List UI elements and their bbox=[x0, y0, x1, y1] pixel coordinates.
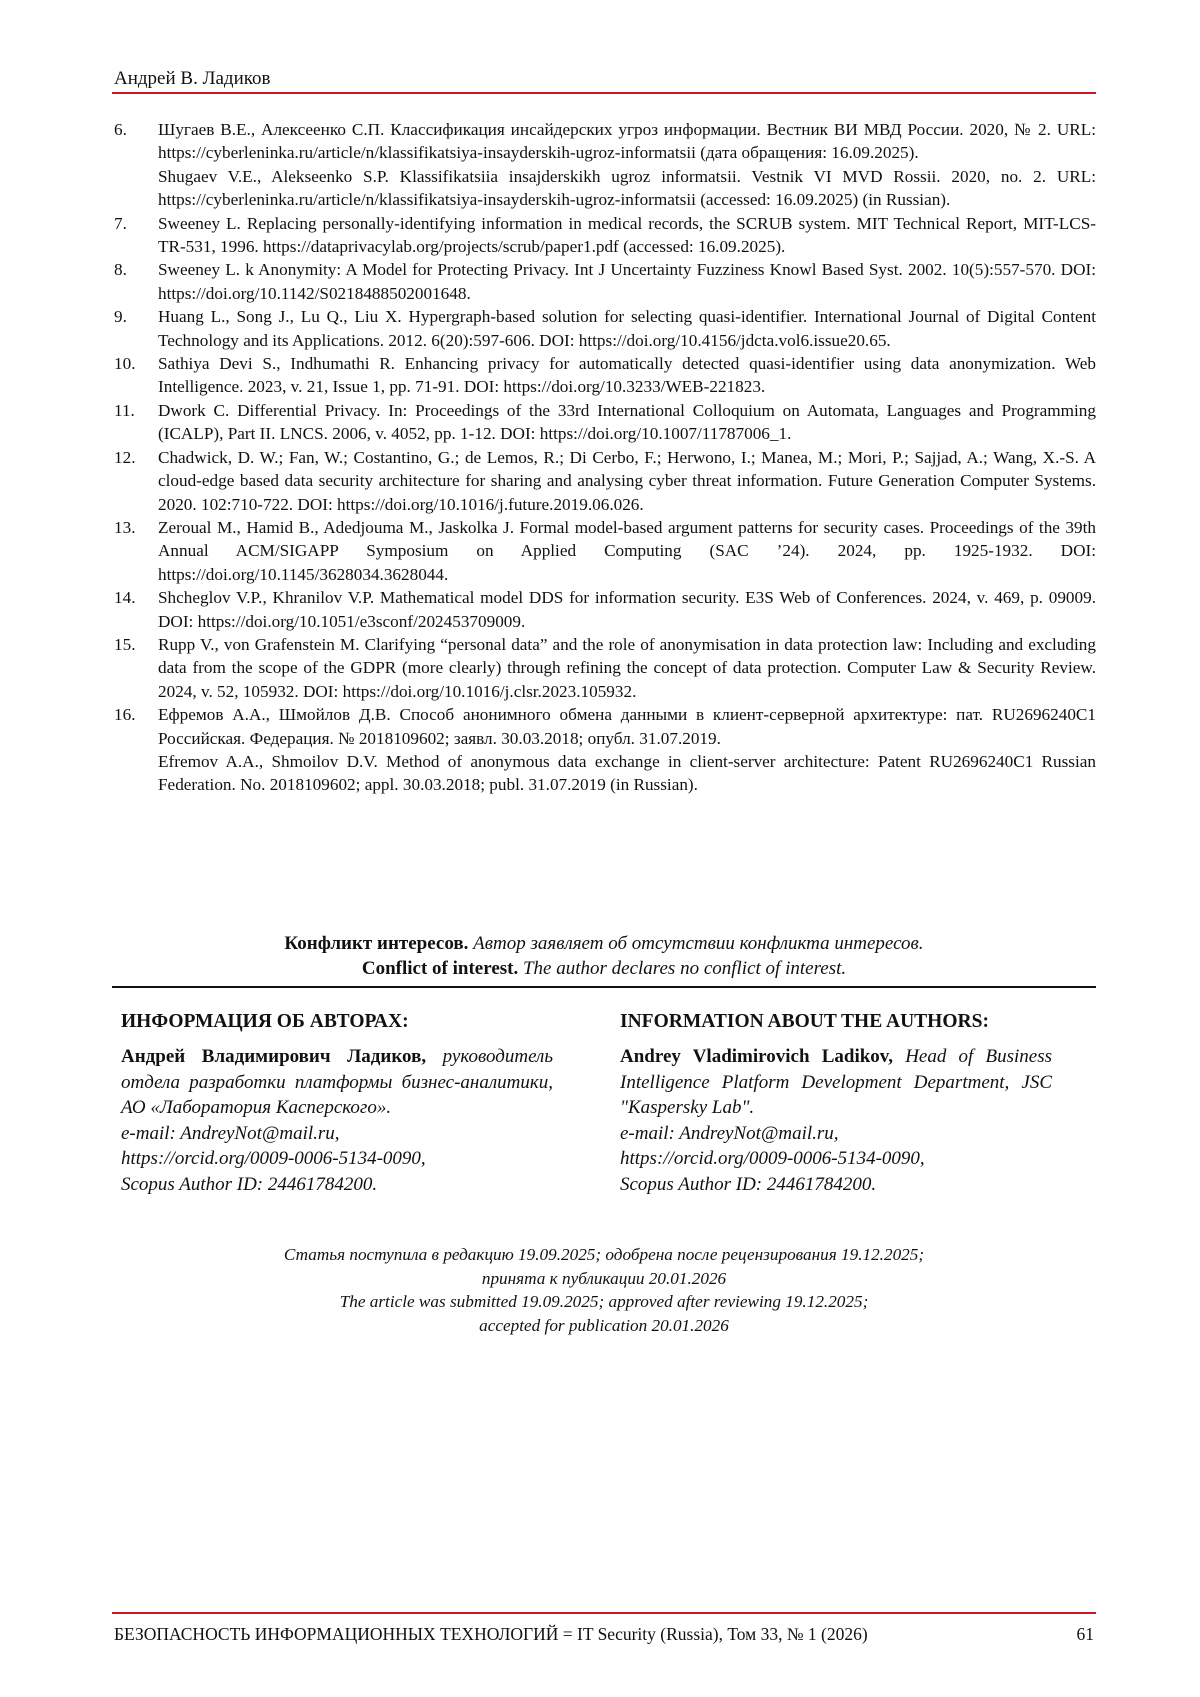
reference-item bbox=[114, 399, 1096, 446]
reference-text bbox=[158, 586, 1096, 633]
dates-en-line-1: The article was submitted 19.09.2025; approved after reviewing 19.12.2025; bbox=[339, 1292, 869, 1311]
author-name-en: Andrey Vladimirovich Ladikov, bbox=[620, 1046, 894, 1067]
author-name-ru: Андрей Владимирович Ладиков, bbox=[121, 1046, 427, 1067]
reference-line: Sathiya Devi S., Indhumathi R. Enhancing privacy for automatically detected quasi-identifier using data anonymization. Web Intelligence. 2023, v. 21, Issue 1, pp. 71-91. DOI: https://doi.org/10.3233/WEB-221823. bbox=[158, 354, 1096, 397]
reference-line: Chadwick, D. W.; Fan, W.; Costantino, G.; de Lemos, R.; Di Cerbo, F.; Herwono, I.; Manea, M.; Mori, P.; Sajjad, A.; Wang, X.-S. A cloud-edge based data security architecture for sharing and analysing cyber threat information. Future Generation Computer Systems. 2020. 102:710-722. DOI: https://doi.org/10.1016/j.future.2019.06.026. bbox=[158, 447, 1096, 514]
reference-number: 7. bbox=[114, 213, 127, 233]
reference-number: 6. bbox=[114, 120, 127, 139]
reference-line: Dwork C. Differential Privacy. In: Proceedings of the 33rd International Colloquium on Automata, Languages and Programming (ICALP), Part II. LNCS. 2006, v. 4052, pp. 1-12. DOI: https://doi.org/10.1007/11787006_1. bbox=[158, 400, 1096, 444]
author-position-en: Head of Business Intelligence Platform Development Department, JSC "Kaspersky Lab". bbox=[620, 1046, 1052, 1118]
reference-text bbox=[158, 633, 1096, 703]
author-email-en: e-mail: AndreyNot@mail.ru, bbox=[620, 1122, 839, 1144]
running-head: Андрей В. Ладиков bbox=[114, 68, 271, 89]
conflict-en bbox=[112, 956, 1096, 981]
conflict-ru-text: Автор заявляет об отсутствии конфликта интересов. bbox=[473, 933, 924, 954]
reference-item bbox=[114, 305, 1096, 352]
reference-number: 8. bbox=[114, 260, 127, 280]
page-number: 61 bbox=[1076, 1624, 1094, 1644]
reference-item bbox=[114, 446, 1096, 516]
reference-line: Rupp V., von Grafenstein M. Clarifying “personal data” and the role of anonymisation in data protection law: Including and excluding data from the scope of the GDPR (more clearly) through refining the concept of data protection. Computer Law & Security Review. 2024, v. 52, 105932. DOI: https://doi.org/10.1016/j.clsr.2023.105932. bbox=[158, 634, 1096, 701]
reference-number: 14. bbox=[114, 588, 136, 608]
reference-text bbox=[158, 118, 1096, 212]
reference-line: Shugaev V.E., Alekseenko S.P. Klassifikatsiia insajderskikh ugroz informatsii. Vestnik VI MVD Rossii. 2020, no. 2. URL: https://cyberleninka.ru/article/n/klassifikatsiya-insayderskih-ugroz-informatsii (accessed: 16.09.2025) (in Russian). bbox=[158, 166, 1096, 210]
reference-line: Ефремов А.А., Шмойлов Д.В. Способ анонимного обмена данными в клиент-серверной архитектуре: пат. RU2696240C1 Российская. Федерация. № 2018109602; заявл. 30.03.2018; опубл. 31.07.2019. bbox=[158, 705, 1096, 748]
conflict-ru-label: Конфликт интересов. bbox=[284, 933, 469, 954]
reference-line: Шугаев В.Е., Алексеенко С.П. Классификация инсайдерских угроз информации. Вестник ВИ МВД России. 2020, № 2. URL: https://cyberleninka.ru/article/n/klassifikatsiya-insayderskih-ugroz-informatsii (дата обращения: 16.09.2025). bbox=[158, 120, 1096, 163]
dates-ru-line-2: принята к публикации 20.01.2026 bbox=[481, 1268, 727, 1288]
footer-rule bbox=[112, 1612, 1096, 1614]
reference-line: Sweeney L. Replacing personally-identifying information in medical records, the SCRUB system. MIT Technical Report, MIT-LCS-TR-531, 1996. https://dataprivacylab.org/projects/scrub/paper1.pdf (accessed: 16.09.2025). bbox=[158, 213, 1096, 257]
reference-text bbox=[158, 212, 1096, 259]
reference-text bbox=[158, 352, 1096, 399]
conflict-of-interest bbox=[112, 931, 1096, 981]
reference-line: Huang L., Song J., Lu Q., Liu X. Hypergraph-based solution for selecting quasi-identifier. International Journal of Digital Content Technology and its Applications. 2012. 6(20):597-606. DOI: https://doi.org/10.4156/jdcta.vol6.issue20.65. bbox=[158, 307, 1096, 350]
reference-text bbox=[158, 516, 1096, 586]
section-divider bbox=[112, 986, 1096, 988]
reference-line: Sweeney L. k Anonymity: A Model for Protecting Privacy. Int J Uncertainty Fuzziness Knowl Based Syst. 2002. 10(5):557-570. DOI: https://doi.org/10.1142/S0218488502001648. bbox=[158, 260, 1096, 303]
author-orcid-ru: https://orcid.org/0009-0006-5134-0090, bbox=[121, 1148, 426, 1169]
authors-heading-en: INFORMATION ABOUT THE AUTHORS: bbox=[620, 1011, 989, 1032]
reference-item bbox=[114, 118, 1096, 212]
author-description-en bbox=[620, 1044, 1052, 1121]
author-position-ru: руководитель отдела разработки платформы бизнес-аналитики, АО «Лаборатория Касперского». bbox=[121, 1046, 553, 1118]
authors-heading-ru: ИНФОРМАЦИЯ ОБ АВТОРАХ: bbox=[121, 1011, 409, 1032]
reference-item bbox=[114, 352, 1096, 399]
reference-line: Zeroual M., Hamid B., Adedjouma M., Jaskolka J. Formal model-based argument patterns for security cases. Proceedings of the 39th Annual ACM/SIGAPP Symposium on Applied Computing (SAC ’24). 2024, pp. 1925-1932. DOI: https://doi.org/10.1145/3628034.3628044. bbox=[158, 517, 1096, 584]
conflict-en-label: Conflict of interest. bbox=[361, 958, 519, 979]
reference-item bbox=[114, 212, 1096, 259]
reference-item bbox=[114, 633, 1096, 703]
author-scopus-ru: Scopus Author ID: 24461784200. bbox=[121, 1173, 378, 1195]
reference-text bbox=[158, 399, 1096, 446]
authors-info-en bbox=[620, 1010, 1052, 1197]
reference-number: 12. bbox=[114, 447, 136, 467]
conflict-en-text: The author declares no conflict of interest. bbox=[522, 958, 847, 979]
conflict-ru bbox=[112, 931, 1096, 956]
reference-number: 16. bbox=[114, 705, 136, 725]
reference-list bbox=[114, 118, 1096, 797]
reference-line: Shcheglov V.P., Khranilov V.P. Mathematical model DDS for information security. E3S Web of Conferences. 2024, v. 469, p. 09009. DOI: https://doi.org/10.1051/e3sconf/202453709009. bbox=[158, 588, 1096, 631]
author-email-ru: e-mail: AndreyNot@mail.ru, bbox=[121, 1122, 340, 1144]
submission-dates bbox=[112, 1243, 1096, 1337]
reference-number: 11. bbox=[114, 400, 135, 420]
journal-citation: БЕЗОПАСНОСТЬ ИНФОРМАЦИОННЫХ ТЕХНОЛОГИЙ = IT Security (Russia), Том 33, № 1 (2026) bbox=[114, 1624, 868, 1644]
author-description-ru bbox=[121, 1044, 553, 1121]
dates-en-line-2: accepted for publication 20.01.2026 bbox=[479, 1315, 729, 1335]
author-scopus-en: Scopus Author ID: 24461784200. bbox=[620, 1173, 877, 1195]
reference-item bbox=[114, 516, 1096, 586]
reference-number: 10. bbox=[114, 354, 136, 374]
authors-info-ru bbox=[121, 1010, 553, 1197]
reference-text bbox=[158, 446, 1096, 516]
reference-number: 9. bbox=[114, 307, 127, 327]
reference-text bbox=[158, 258, 1096, 305]
reference-item bbox=[114, 586, 1096, 633]
reference-line: Efremov A.A., Shmoilov D.V. Method of anonymous data exchange in client-server architecture: Patent RU2696240C1 Russian Federation. No. 2018109602; appl. 30.03.2018; publ. 31.07.2019 (in Russian). bbox=[158, 751, 1096, 795]
reference-text bbox=[158, 305, 1096, 352]
dates-ru-line-1: Статья поступила в редакцию 19.09.2025; одобрена после рецензирования 19.12.2025; bbox=[283, 1245, 925, 1264]
reference-number: 13. bbox=[114, 517, 136, 537]
reference-item bbox=[114, 703, 1096, 797]
reference-number: 15. bbox=[114, 634, 136, 654]
author-orcid-en: https://orcid.org/0009-0006-5134-0090, bbox=[620, 1148, 925, 1169]
header-rule bbox=[112, 92, 1096, 94]
reference-item bbox=[114, 258, 1096, 305]
reference-text bbox=[158, 703, 1096, 797]
